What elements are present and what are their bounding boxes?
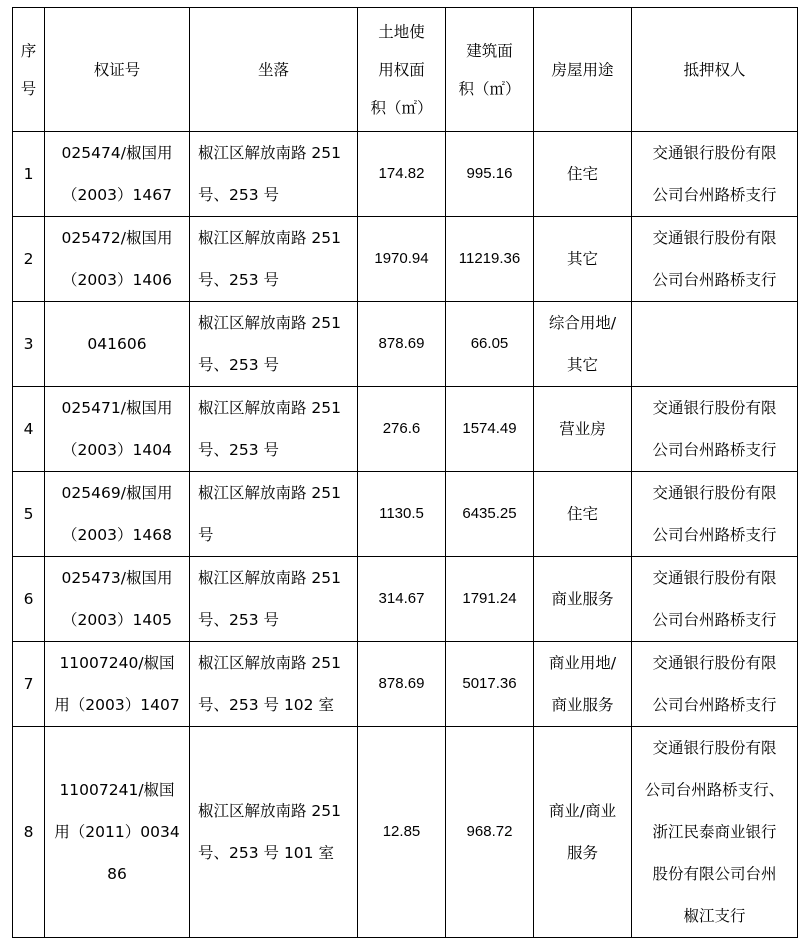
cell-mortgagee (632, 727, 798, 938)
cell-mortgagee-line: 交通银行股份有限 (652, 229, 777, 247)
cell-mortgagee-line: 交通银行股份有限 (652, 739, 777, 757)
cell-location-line: 椒江区解放南路 251 (198, 144, 342, 162)
cell-seq: 2 (13, 217, 45, 302)
cell-mortgagee-line: 公司台州路桥支行 (652, 271, 777, 289)
cell-location (190, 217, 358, 302)
cell-land-area: 12.85 (358, 727, 446, 938)
cell-usage (534, 132, 632, 217)
cell-seq: 4 (13, 387, 45, 472)
cell-cert-line: 025469/椒国用 (61, 484, 173, 502)
cell-building-area: 66.05 (446, 302, 534, 387)
cell-location-line: 椒江区解放南路 251 (198, 569, 342, 587)
cell-cert-line: （2003）1406 (62, 271, 172, 289)
header-mortgagee: 抵押权人 (632, 8, 798, 132)
cell-cert-line: 025473/椒国用 (61, 569, 173, 587)
cell-seq: 6 (13, 557, 45, 642)
cell-location (190, 472, 358, 557)
cell-usage-line: 住宅 (566, 165, 598, 183)
cell-cert (45, 727, 190, 938)
cell-usage-line: 其它 (566, 250, 598, 268)
cell-usage (534, 217, 632, 302)
cell-usage (534, 727, 632, 938)
cell-mortgagee (632, 217, 798, 302)
cell-mortgagee-line: 公司台州路桥支行、 (644, 781, 785, 799)
header-location: 坐落 (190, 8, 358, 132)
cell-seq: 7 (13, 642, 45, 727)
table-row (13, 132, 798, 217)
cell-location-line: 号、253 号 (198, 186, 280, 204)
cell-location-line: 号、253 号 102 室 (198, 696, 334, 714)
cell-land-area: 1130.5 (358, 472, 446, 557)
cell-mortgagee-line: 股份有限公司台州 (652, 865, 777, 883)
cell-location-line: 号、253 号 (198, 611, 280, 629)
cell-location-line: 号 (198, 526, 214, 544)
table-body (13, 132, 798, 938)
cell-mortgagee (632, 302, 798, 387)
cell-mortgagee-line: 公司台州路桥支行 (652, 611, 777, 629)
cell-land-area: 314.67 (358, 557, 446, 642)
cell-cert (45, 302, 190, 387)
cell-mortgagee (632, 387, 798, 472)
cell-cert (45, 387, 190, 472)
cell-usage-line: 服务 (566, 844, 598, 862)
cell-building-area: 6435.25 (446, 472, 534, 557)
cell-building-area: 995.16 (446, 132, 534, 217)
table-row (13, 557, 798, 642)
cell-cert-line: （2003）1467 (62, 186, 172, 204)
cell-location (190, 302, 358, 387)
cell-usage-line: 综合用地/ (548, 314, 617, 332)
cell-seq: 8 (13, 727, 45, 938)
cell-usage-line: 商业服务 (551, 590, 614, 608)
header-land-area: 土地使 用权面 积（㎡） (358, 8, 446, 132)
cell-mortgagee (632, 557, 798, 642)
cell-mortgagee-line: 交通银行股份有限 (652, 144, 777, 162)
table-row (13, 302, 798, 387)
cell-land-area: 878.69 (358, 302, 446, 387)
cell-land-area: 878.69 (358, 642, 446, 727)
cell-mortgagee (632, 642, 798, 727)
cell-seq: 5 (13, 472, 45, 557)
cell-mortgagee-line: 公司台州路桥支行 (652, 526, 777, 544)
cell-seq: 3 (13, 302, 45, 387)
cell-mortgagee-line: 公司台州路桥支行 (652, 696, 777, 714)
cell-cert (45, 132, 190, 217)
header-usage: 房屋用途 (534, 8, 632, 132)
cell-cert-line: 用（2011）003486 (54, 823, 180, 883)
cell-cert-line: 11007240/椒国 (59, 654, 175, 672)
cell-mortgagee-line: 公司台州路桥支行 (652, 186, 777, 204)
cell-cert (45, 642, 190, 727)
cell-location (190, 642, 358, 727)
cell-location (190, 387, 358, 472)
cell-cert-line: 025471/椒国用 (61, 399, 173, 417)
cell-cert-line: 041606 (87, 335, 147, 353)
cell-mortgagee (632, 132, 798, 217)
cell-location-line: 椒江区解放南路 251 (198, 802, 342, 820)
cell-usage-line: 商业/商业 (548, 802, 617, 820)
cell-land-area: 276.6 (358, 387, 446, 472)
cell-cert-line: 11007241/椒国 (59, 781, 175, 799)
cell-cert-line: （2003）1468 (62, 526, 172, 544)
cell-usage-line: 其它 (566, 356, 598, 374)
cell-building-area: 1574.49 (446, 387, 534, 472)
cell-location-line: 椒江区解放南路 251 (198, 484, 342, 502)
header-cert: 权证号 (45, 8, 190, 132)
cell-cert (45, 557, 190, 642)
cell-location-line: 椒江区解放南路 251 (198, 314, 342, 332)
cell-building-area: 5017.36 (446, 642, 534, 727)
cell-location-line: 号、253 号 (198, 356, 280, 374)
cell-usage (534, 387, 632, 472)
cell-seq: 1 (13, 132, 45, 217)
cell-mortgagee (632, 472, 798, 557)
cell-location-line: 椒江区解放南路 251 (198, 399, 342, 417)
table-row (13, 642, 798, 727)
cell-land-area: 1970.94 (358, 217, 446, 302)
cell-cert-line: 025474/椒国用 (61, 144, 173, 162)
cell-location (190, 727, 358, 938)
cell-usage (534, 472, 632, 557)
cell-usage (534, 557, 632, 642)
table-row (13, 472, 798, 557)
cell-land-area: 174.82 (358, 132, 446, 217)
cell-cert (45, 472, 190, 557)
cell-mortgagee-line: 浙江民泰商业银行 (652, 823, 777, 841)
cell-cert-line: 用（2003）1407 (54, 696, 180, 714)
cell-mortgagee-line: 椒江支行 (683, 907, 746, 925)
cell-cert (45, 217, 190, 302)
cell-usage (534, 302, 632, 387)
cell-location-line: 号、253 号 (198, 271, 280, 289)
cell-mortgagee-line: 公司台州路桥支行 (652, 441, 777, 459)
cell-location-line: 椒江区解放南路 251 (198, 229, 342, 247)
cell-location-line: 椒江区解放南路 251 (198, 654, 342, 672)
cell-building-area: 11219.36 (446, 217, 534, 302)
cell-mortgagee-line: 交通银行股份有限 (652, 569, 777, 587)
table-header-row (13, 8, 798, 132)
table-row (13, 387, 798, 472)
cell-usage-line: 住宅 (566, 505, 598, 523)
cell-cert-line: （2003）1405 (62, 611, 172, 629)
cell-location-line: 号、253 号 101 室 (198, 844, 334, 862)
cell-cert-line: （2003）1404 (62, 441, 172, 459)
cell-usage (534, 642, 632, 727)
cell-building-area: 1791.24 (446, 557, 534, 642)
cell-mortgagee-line: 交通银行股份有限 (652, 654, 777, 672)
cell-building-area: 968.72 (446, 727, 534, 938)
cell-mortgagee-line: 交通银行股份有限 (652, 484, 777, 502)
cell-usage-line: 营业房 (559, 420, 606, 438)
table-row (13, 217, 798, 302)
table-row (13, 727, 798, 938)
cell-location (190, 132, 358, 217)
cell-mortgagee-line: 交通银行股份有限 (652, 399, 777, 417)
header-building-area: 建筑面 积（㎡） (446, 8, 534, 132)
cell-cert-line: 025472/椒国用 (61, 229, 173, 247)
header-seq: 序 号 (13, 8, 45, 132)
cell-location (190, 557, 358, 642)
cell-usage-line: 商业服务 (551, 696, 614, 714)
cell-usage-line: 商业用地/ (548, 654, 617, 672)
property-mortgage-table (12, 7, 798, 938)
cell-location-line: 号、253 号 (198, 441, 280, 459)
